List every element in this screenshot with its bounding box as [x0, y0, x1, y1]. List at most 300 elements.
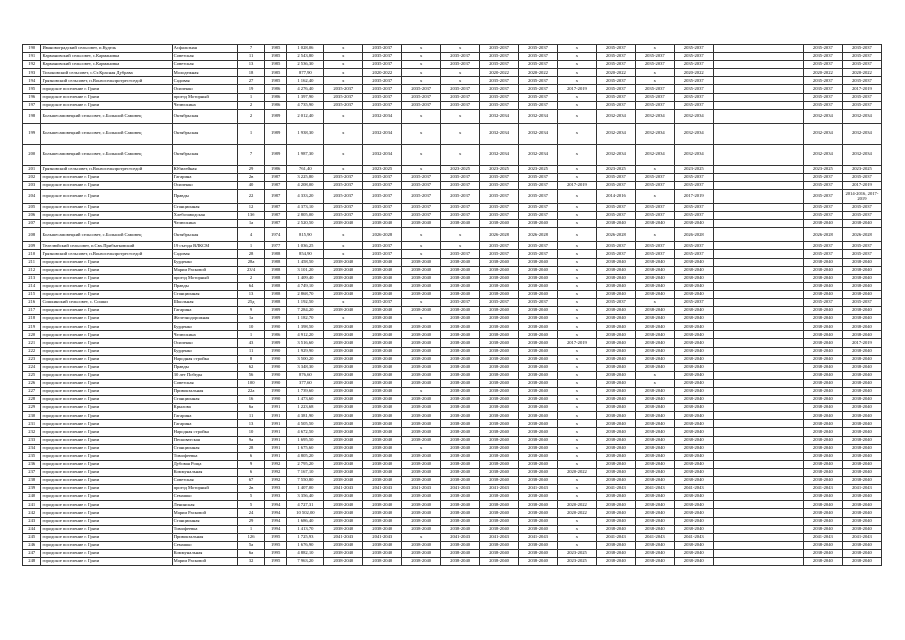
table-cell: 2035-2037 [803, 242, 842, 250]
table-cell: 10 [238, 323, 265, 331]
table-cell: 2038-2040 [674, 379, 713, 387]
table-cell: 5 [238, 493, 265, 501]
table-cell: 228 [23, 396, 41, 404]
table-cell: 2020-2022 [557, 468, 596, 476]
table-cell: 2035-2037 [803, 190, 842, 204]
table-cell: 225 [23, 371, 41, 379]
table-cell: х [402, 165, 441, 173]
table-cell: 2035-2037 [596, 101, 635, 109]
table-cell: 2035-2037 [596, 181, 635, 189]
table-cell: 2038-2040 [324, 258, 363, 266]
table-cell: 2035-2037 [402, 181, 441, 189]
table-cell: 1985 [264, 53, 287, 61]
table-cell: Народная стройка [172, 355, 238, 363]
table-cell: 2035-2037 [480, 53, 519, 61]
table-cell: 2038-2040 [363, 493, 402, 501]
table-cell: 1 182,70 [287, 315, 324, 323]
table-cell: 2035-2037 [363, 101, 402, 109]
table-cell: 1 397,90 [287, 93, 324, 101]
table-cell: 2035-2037 [441, 85, 480, 93]
table-cell: 2038-2040 [402, 460, 441, 468]
table-row [23, 85, 882, 93]
table-cell: 2038-2040 [803, 525, 842, 533]
table-cell: х [324, 315, 363, 323]
table-cell: 220 [23, 331, 41, 339]
table-cell: 1985 [264, 61, 287, 69]
table-cell: 2035-2037 [842, 93, 881, 101]
table-cell: 4 727,31 [287, 501, 324, 509]
table-cell: Октябрьская [172, 123, 238, 144]
table-cell: 2038-2040 [635, 323, 674, 331]
table-cell: 2 795,20 [287, 460, 324, 468]
table-cell: 2035-2037 [363, 190, 402, 204]
table-cell: 2 [238, 274, 265, 282]
table-cell: 2038-2040 [480, 428, 519, 436]
table-cell: 2035-2037 [842, 250, 881, 258]
table-cell: 2038-2040 [363, 379, 402, 387]
table-cell: 212 [23, 266, 41, 274]
table-cell: 2038-2040 [519, 428, 558, 436]
table-cell: 2035-2037 [842, 101, 881, 109]
table-cell: 2038-2040 [441, 371, 480, 379]
table-cell: 1988 [264, 266, 287, 274]
table-cell: 2014-2016 [596, 190, 635, 204]
table-cell: 2035-2037 [635, 93, 674, 101]
table-cell: 1995 [264, 533, 287, 541]
table-cell: Станционная [172, 396, 238, 404]
table-cell [713, 428, 803, 436]
table-cell: 2038-2040 [803, 420, 842, 428]
table-cell: 1 929,90 [287, 347, 324, 355]
table-cell: 2038-2040 [842, 282, 881, 290]
table-cell: Привокзальная [172, 533, 238, 541]
table-cell: 815,90 [287, 228, 324, 242]
table-cell: 1991 [264, 412, 287, 420]
table-cell: 2038-2040 [803, 517, 842, 525]
table-cell: 2017-2019 [842, 339, 881, 347]
table-cell: 2038-2040 [596, 477, 635, 485]
table-cell: 2038-2040 [674, 274, 713, 282]
table-cell: 2038-2040 [803, 282, 842, 290]
table-cell: 2038-2040 [635, 428, 674, 436]
table-cell: 4 672,50 [287, 428, 324, 436]
table-cell: 202 [23, 173, 41, 181]
table-cell: 11 [238, 53, 265, 61]
table-cell: 2038-2040 [363, 549, 402, 557]
table-cell: 2038-2040 [635, 339, 674, 347]
table-cell: 241 [23, 501, 41, 509]
table-cell: 2038-2040 [402, 436, 441, 444]
table-cell: 2020-2022 [557, 509, 596, 517]
table-cell: 2032-2034 [842, 123, 881, 144]
table-cell: 2038-2040 [674, 396, 713, 404]
table-cell [713, 123, 803, 144]
table-cell: 1 676,90 [287, 541, 324, 549]
table-cell: городское поселение г. Грязи [41, 379, 172, 387]
table-cell [713, 53, 803, 61]
table-cell: х [557, 379, 596, 387]
table-cell: 2035-2037 [363, 250, 402, 258]
table-cell: 2038-2040 [480, 347, 519, 355]
table-cell: 2038-2040 [842, 549, 881, 557]
table-cell: 2035-2037 [480, 77, 519, 85]
table-row [23, 101, 882, 109]
table-cell: х [441, 144, 480, 165]
table-cell: Кармановский сельсовет, с.Кармановка [41, 61, 172, 69]
table-cell: х [557, 290, 596, 298]
table-cell: 2041-2043 [324, 533, 363, 541]
table-cell: 1991 [264, 420, 287, 428]
table-cell: 1989 [264, 123, 287, 144]
table-cell: 2038-2040 [596, 355, 635, 363]
table-cell: 2038-2040 [324, 477, 363, 485]
table-cell: 2038-2040 [674, 444, 713, 452]
table-cell: городское поселение г. Грязи [41, 468, 172, 476]
table-cell: х [557, 452, 596, 460]
table-cell: Асфальтная [172, 45, 238, 53]
table-cell: 2038-2040 [441, 363, 480, 371]
table-cell: 2038-2040 [402, 477, 441, 485]
table-cell: 2038-2040 [324, 428, 363, 436]
table-row [23, 290, 882, 298]
table-cell: 16 [238, 396, 265, 404]
table-cell: 2035-2037 [402, 212, 441, 220]
table-cell: 2035-2037 [402, 93, 441, 101]
table-cell: 2038-2040 [363, 541, 402, 549]
table-cell: 2038-2040 [363, 388, 402, 396]
table-cell: 2038-2040 [402, 396, 441, 404]
table-cell: 3 101,20 [287, 266, 324, 274]
table-row [23, 307, 882, 315]
table-cell: городское поселение г. Грязи [41, 315, 172, 323]
table-cell: 2038-2040 [803, 460, 842, 468]
table-cell: 2032-2034 [480, 144, 519, 165]
table-cell: 2023-2025 [674, 165, 713, 173]
table-cell: 2035-2037 [674, 173, 713, 181]
table-cell: 1994 [264, 509, 287, 517]
table-cell: 1990 [264, 323, 287, 331]
table-cell: 208 [23, 228, 41, 242]
table-cell: городское поселение г. Грязи [41, 485, 172, 493]
table-cell: 2038-2040 [363, 307, 402, 315]
table-cell: городское поселение г. Грязи [41, 181, 172, 189]
table-cell: 2038-2040 [441, 355, 480, 363]
table-row [23, 428, 882, 436]
table-cell: 2035-2037 [674, 53, 713, 61]
table-cell: 2038-2040 [803, 347, 842, 355]
table-cell: городское поселение г. Грязи [41, 220, 172, 228]
table-cell [713, 363, 803, 371]
table-cell: х [557, 173, 596, 181]
table-cell: 2041-2043 [441, 533, 480, 541]
table-cell [713, 220, 803, 228]
table-cell: 1988 [264, 274, 287, 282]
table-cell: 2035-2037 [635, 85, 674, 93]
table-cell: 1994 [264, 525, 287, 533]
table-cell: 761,40 [287, 165, 324, 173]
table-cell: 2014-2016, 2017-2019 [842, 190, 881, 204]
table-cell [713, 85, 803, 93]
table-cell: 2032-2034 [519, 109, 558, 123]
table-cell: 2038-2040 [402, 525, 441, 533]
table-cell: 2038-2040 [842, 258, 881, 266]
table-cell: 1990 [264, 363, 287, 371]
table-cell: 204 [23, 190, 41, 204]
table-cell: 1988 [264, 290, 287, 298]
table-cell: 2035-2037 [596, 45, 635, 53]
table-cell: 2038-2040 [674, 436, 713, 444]
table-cell: Грязновский сельсовет, п.Вонзосельпротрестседой [41, 77, 172, 85]
table-cell: 2038-2040 [324, 396, 363, 404]
table-cell: 2038-2040 [635, 220, 674, 228]
table-cell: 2038-2040 [441, 477, 480, 485]
table-cell: 1990 [264, 371, 287, 379]
table-cell: 1990 [264, 347, 287, 355]
table-cell: 2041-2043 [674, 533, 713, 541]
table-cell: 6а [238, 404, 265, 412]
table-cell: 2038-2040 [363, 220, 402, 228]
table-cell: Станционная [172, 444, 238, 452]
table-cell: 1 987,30 [287, 144, 324, 165]
table-cell: х [557, 331, 596, 339]
table-cell: 2 868,70 [287, 290, 324, 298]
table-cell: 2038-2040 [842, 468, 881, 476]
table-cell: 2038-2040 [363, 404, 402, 412]
table-cell: 2038-2040 [842, 363, 881, 371]
table-cell: Семашко [172, 493, 238, 501]
table-cell: 238 [23, 477, 41, 485]
table-cell: 239 [23, 485, 41, 493]
table-cell: 2038-2040 [519, 396, 558, 404]
table-cell: Большесамовецкий сельсовет, с.Большой Самовец [41, 144, 172, 165]
table-cell: 4 749,10 [287, 282, 324, 290]
table-cell: 2038-2040 [803, 549, 842, 557]
table-cell: 2017-2019 [557, 181, 596, 189]
table-cell: 2035-2037 [803, 93, 842, 101]
table-cell: 2038-2040 [674, 388, 713, 396]
table-cell: х [402, 388, 441, 396]
table-cell: 2038-2040 [674, 404, 713, 412]
table-cell: 2038-2040 [324, 420, 363, 428]
table-cell: 2038-2040 [803, 379, 842, 387]
table-cell: 2038-2040 [635, 315, 674, 323]
table-cell: 2038-2040 [402, 541, 441, 549]
table-cell: 2035-2037 [674, 212, 713, 220]
table-cell: 3 225,80 [287, 173, 324, 181]
table-cell: 29 [238, 517, 265, 525]
table-row [23, 258, 882, 266]
table-cell: 2038-2040 [519, 452, 558, 460]
table-row [23, 452, 882, 460]
table-cell: 2038-2040 [842, 509, 881, 517]
table-row [23, 266, 882, 274]
table-cell: 1992 [264, 468, 287, 476]
table-cell: Школьная [172, 298, 238, 306]
table-cell: 2038-2040 [441, 549, 480, 557]
table-cell: 2035-2037 [441, 173, 480, 181]
table-cell: 2038-2040 [402, 266, 441, 274]
table-cell: 2038-2040 [635, 477, 674, 485]
table-cell: 2038-2040 [803, 436, 842, 444]
table-cell: 2038-2040 [519, 355, 558, 363]
table-cell: 3 356,40 [287, 493, 324, 501]
table-cell: 2041-2043 [480, 485, 519, 493]
table-cell: 2038-2040 [842, 379, 881, 387]
table-cell: 2038-2040 [519, 509, 558, 517]
table-cell: 1995 [264, 557, 287, 565]
table-cell: х [557, 315, 596, 323]
table-cell: Осипенко [172, 181, 238, 189]
table-cell: 2038-2040 [480, 220, 519, 228]
table-cell: 7 550,80 [287, 477, 324, 485]
table-cell: 1989 [264, 144, 287, 165]
table-cell: 2038-2040 [441, 557, 480, 565]
table-cell: 2038-2040 [519, 290, 558, 298]
table-cell: городское поселение г. Грязи [41, 517, 172, 525]
table-cell: 2026-2028 [842, 228, 881, 242]
table-cell [713, 45, 803, 53]
table-cell: 2038-2040 [674, 493, 713, 501]
table-cell: 2038-2040 [402, 420, 441, 428]
table-cell: 2035-2037 [519, 77, 558, 85]
table-cell: 2038-2040 [363, 355, 402, 363]
table-cell: 2035-2037 [480, 85, 519, 93]
table-cell: 207 [23, 220, 41, 228]
table-row [23, 404, 882, 412]
table-cell: 43 [238, 339, 265, 347]
table-cell [713, 315, 803, 323]
table-row [23, 77, 882, 85]
table-cell: 1991 [264, 444, 287, 452]
table-cell: 2035-2037 [480, 298, 519, 306]
table-cell: 2038-2040 [402, 452, 441, 460]
table-cell: 2038-2040 [842, 315, 881, 323]
table-cell: 1987 [264, 173, 287, 181]
table-cell: 2038-2040 [519, 501, 558, 509]
table-cell [713, 347, 803, 355]
table-cell: 2038-2040 [519, 477, 558, 485]
table-cell: 1 695,50 [287, 436, 324, 444]
table-cell: 2038-2040 [803, 501, 842, 509]
table-cell: 2038-2040 [402, 331, 441, 339]
table-cell: 2038-2040 [324, 444, 363, 452]
table-cell: 2038-2040 [519, 404, 558, 412]
table-cell: 2038-2040 [519, 460, 558, 468]
table-cell: 2041-2043 [363, 533, 402, 541]
table-cell: 2035-2037 [519, 85, 558, 93]
table-cell: 2035-2037 [674, 93, 713, 101]
table-cell: х [324, 69, 363, 77]
table-cell: 2038-2040 [441, 493, 480, 501]
table-cell: 2038-2040 [480, 379, 519, 387]
table-cell: х [441, 228, 480, 242]
table-cell: 209 [23, 242, 41, 250]
table-cell: 2038-2040 [519, 258, 558, 266]
table-cell: городское поселение г. Грязи [41, 509, 172, 517]
table-cell: 2035-2037 [674, 101, 713, 109]
table-cell: 2035-2037 [441, 181, 480, 189]
table-cell: 224 [23, 363, 41, 371]
table-cell [713, 69, 803, 77]
table-cell: 2038-2040 [803, 220, 842, 228]
table-cell: 2038-2040 [519, 363, 558, 371]
table-cell: 1 725,93 [287, 533, 324, 541]
table-cell: 1 223,68 [287, 404, 324, 412]
table-cell: 2038-2040 [324, 412, 363, 420]
table-cell: 2038-2040 [635, 557, 674, 565]
table-cell: 4 882,10 [287, 549, 324, 557]
table-cell: 2038-2040 [441, 258, 480, 266]
table-cell: городское поселение г. Грязи [41, 557, 172, 565]
table-row [23, 525, 882, 533]
table-cell: 1991 [264, 436, 287, 444]
table-cell: 2038-2040 [480, 363, 519, 371]
table-cell: Бурденко [172, 323, 238, 331]
table-cell: 2038-2040 [674, 363, 713, 371]
table-cell: х [402, 242, 441, 250]
table-row [23, 190, 882, 204]
table-cell: 2038-2040 [635, 517, 674, 525]
table-cell: х [635, 45, 674, 53]
table-cell: 211 [23, 258, 41, 266]
table-cell: 2038-2040 [480, 404, 519, 412]
table-cell: х [557, 533, 596, 541]
table-cell [713, 509, 803, 517]
table-cell: 28 [238, 250, 265, 258]
table-cell: Осипенко [172, 339, 238, 347]
table-cell: Советская [172, 379, 238, 387]
table-cell: 13б [238, 212, 265, 220]
table-cell: 2038-2040 [441, 274, 480, 282]
table-cell: х [402, 533, 441, 541]
table-row [23, 541, 882, 549]
table-cell [713, 533, 803, 541]
table-cell: 2038-2040 [402, 412, 441, 420]
table-cell: 2032-2034 [674, 123, 713, 144]
table-cell: 2035-2037 [441, 298, 480, 306]
table-cell: 2038-2040 [363, 290, 402, 298]
table-cell: 2038-2040 [596, 420, 635, 428]
table-cell: Большесамовецкий сельсовет, с.Большой Самовец [41, 109, 172, 123]
table-cell: 1988 [264, 258, 287, 266]
table-cell: 2035-2037 [441, 93, 480, 101]
table-cell: городское поселение г. Грязи [41, 173, 172, 181]
table-cell: 246 [23, 541, 41, 549]
table-cell: 1991 [264, 452, 287, 460]
table-cell: 2038-2040 [596, 452, 635, 460]
table-cell: 2038-2040 [441, 266, 480, 274]
table-cell: Сошкинский сельсовет, с. Сошки [41, 298, 172, 306]
table-cell: 2038-2040 [674, 282, 713, 290]
table-cell: 2035-2037 [441, 204, 480, 212]
table-cell: 2035-2037 [363, 93, 402, 101]
table-cell: 2038-2040 [363, 460, 402, 468]
table-cell: х [557, 323, 596, 331]
table-cell: 2035-2037 [363, 181, 402, 189]
table-cell: 2038-2040 [596, 323, 635, 331]
table-cell: 231 [23, 420, 41, 428]
table-cell: 2038-2040 [363, 452, 402, 460]
table-cell [713, 557, 803, 565]
table-cell: 2038-2040 [596, 460, 635, 468]
table-cell: 23/4 [238, 266, 265, 274]
table-cell: 2038-2040 [519, 315, 558, 323]
table-cell: Станционная [172, 517, 238, 525]
table-cell: 1 409,40 [287, 274, 324, 282]
table-cell: 2038-2040 [842, 557, 881, 565]
table-cell: 2038-2040 [596, 388, 635, 396]
table-cell: городское поселение г. Грязи [41, 331, 172, 339]
